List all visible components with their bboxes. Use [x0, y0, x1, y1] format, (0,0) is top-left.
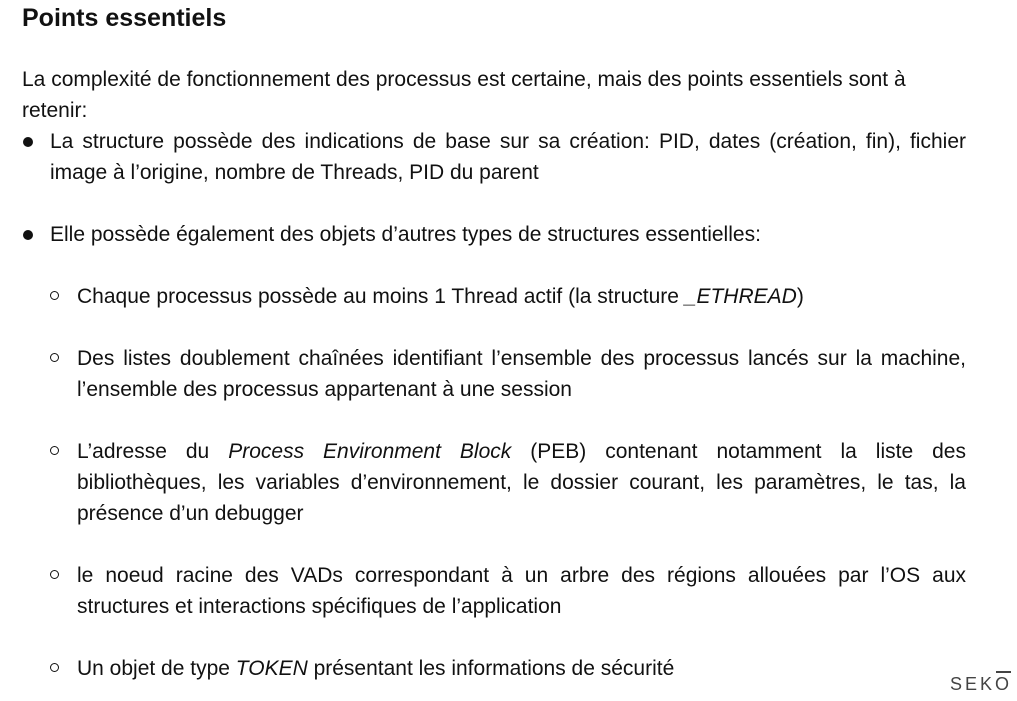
logo-text: SEK	[949, 674, 995, 694]
filled-bullet-icon	[23, 137, 33, 147]
bullet-text: Elle possède également des objets d’autres types de structures essentielles:	[50, 223, 761, 246]
hollow-bullet-icon	[50, 446, 59, 455]
hollow-bullet-icon	[50, 353, 59, 362]
bullet-item-2	[22, 219, 966, 250]
bullet-text: La structure possède des indications de base sur sa création: PID, dates (création, fin), fichier image à l’origine, nombre de Threads, PID du parent	[50, 130, 966, 184]
bullet-item-1	[22, 126, 966, 188]
logo-letter-o: O	[994, 674, 1012, 694]
sub-item-ethread	[22, 281, 966, 312]
sub-item-linked-lists	[22, 343, 966, 405]
filled-bullet-icon	[23, 230, 33, 240]
sub-item-text-end: présentant les informations de sécurité	[307, 657, 675, 680]
sub-item-text: L’adresse du	[77, 440, 229, 463]
sub-item-text: le noeud racine des VADs correspondant à un arbre des régions allouées par l’OS aux structures et interactions spécifiques de l’application	[77, 564, 966, 618]
hollow-bullet-icon	[50, 291, 59, 300]
sub-item-text: Des listes doublement chaînées identifiant l’ensemble des processus lancés sur la machine, l’ensemble des processus appartenant à une session	[77, 347, 966, 401]
page-title: Points essentiels	[22, 4, 227, 32]
slide-content	[22, 0, 966, 684]
seko-logo	[950, 674, 1012, 695]
sub-item-italic: _ETHREAD	[684, 285, 797, 308]
intro-paragraph: La complexité de fonctionnement des processus est certaine, mais des points essentiels sont à retenir:	[22, 68, 906, 122]
sub-item-text-end: )	[796, 285, 804, 308]
hollow-bullet-icon	[50, 570, 59, 579]
sub-item-peb	[22, 436, 966, 529]
sub-item-italic: Process Environment Block	[228, 440, 512, 463]
sub-item-token	[22, 653, 966, 684]
sub-item-italic: TOKEN	[235, 657, 308, 680]
sub-item-text: Un objet de type	[77, 657, 236, 680]
sub-item-text-end: (PEB) contenant notamment la liste des bibliothèques, les variables d’environnement, le dossier courant, les paramètres, le tas, la présence d’un debugger	[77, 440, 966, 525]
sub-item-vads	[22, 560, 966, 622]
sub-item-text: Chaque processus possède au moins 1 Thread actif (la structure	[77, 285, 685, 308]
hollow-bullet-icon	[50, 663, 59, 672]
